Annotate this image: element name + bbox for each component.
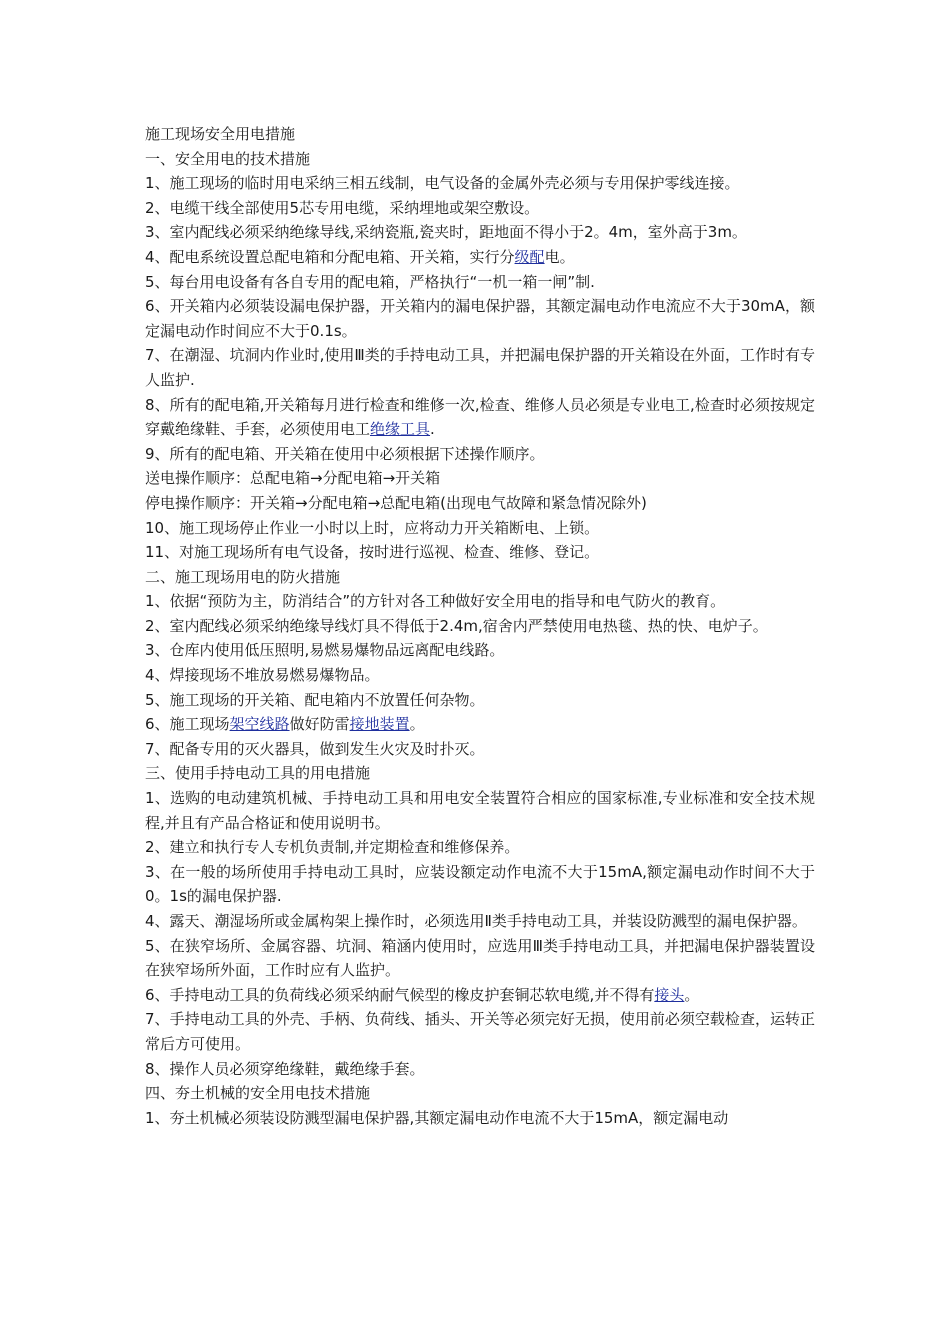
paragraph-text: 6、施工现场 — [145, 715, 230, 734]
inline-link[interactable]: 级配 — [514, 247, 545, 266]
inline-link[interactable]: 架空线路 — [229, 715, 290, 734]
paragraph — [145, 171, 815, 196]
paragraph — [145, 393, 815, 442]
paragraph — [145, 491, 815, 516]
paragraph-text: 1、选购的电动建筑机械、手持电动工具和用电安全装置符合相应的国家标准,专业标准和安全技术规程,并且有产品合格证和使用说明书。 — [145, 789, 815, 832]
paragraph-text: 3、仓库内使用低压照明,易燃易爆物品远离配电线路。 — [145, 641, 505, 660]
paragraph-text: 3、在一般的场所使用手持电动工具时，应装设额定动作电流不大于15mA,额定漏电动作时间不大于0。1s的漏电保护器. — [145, 862, 815, 906]
paragraph — [145, 835, 815, 860]
paragraph-text: 2、电缆干线全部使用5芯专用电缆，采纳埋地或架空敷设。 — [145, 198, 540, 217]
paragraph-text: 。 — [409, 715, 425, 734]
paragraph-text: 四、夯土机械的安全用电技术措施 — [145, 1084, 371, 1103]
paragraph-text: 9、所有的配电箱、开关箱在使用中必须根据下述操作顺序。 — [145, 444, 545, 463]
paragraph — [145, 1057, 815, 1082]
paragraph-text: 6、开关箱内必须装设漏电保护器，开关箱内的漏电保护器，其额定漏电动作电流应不大于30mA，额定漏电动作时间应不大于0.1s。 — [145, 297, 815, 340]
paragraph-text: 7、配备专用的灭火器具，做到发生火灾及时扑灭。 — [145, 739, 485, 758]
paragraph-text: 5、施工现场的开关箱、配电箱内不放置任何杂物。 — [145, 690, 485, 709]
paragraph-text: 8、操作人员必须穿绝缘鞋，戴绝缘手套。 — [145, 1059, 425, 1078]
paragraph — [145, 245, 815, 270]
paragraph-text: 1、依据“预防为主，防消结合”的方针对各工种做好安全用电的指导和电气防火的教育。 — [145, 592, 726, 611]
paragraph — [145, 934, 815, 983]
paragraph — [145, 614, 815, 639]
paragraph-text: 停电操作顺序：开关箱→分配电箱→总配电箱(出现电气故障和紧急情况除外) — [145, 493, 647, 512]
inline-link[interactable]: 接地装置 — [349, 715, 410, 734]
paragraph-text: 电。 — [544, 247, 575, 266]
paragraph — [145, 270, 815, 295]
paragraph — [145, 712, 815, 737]
paragraph — [145, 663, 815, 688]
paragraph — [145, 466, 815, 491]
paragraph-text: 二、施工现场用电的防火措施 — [145, 567, 341, 586]
paragraph — [145, 909, 815, 934]
paragraph-text: 2、室内配线必须采纳绝缘导线灯具不得低于2.4m,宿舍内严禁使用电热毯、热的快、电炉子。 — [145, 616, 768, 635]
paragraph-text: 5、在狭窄场所、金属容器、坑洞、箱涵内使用时，应选用Ⅲ类手持电动工具，并把漏电保护器装置设在狭窄场所外面，工作时应有人监护。 — [145, 936, 815, 980]
paragraph-text: 1、施工现场的临时用电采纳三相五线制，电气设备的金属外壳必须与专用保护零线连接。 — [145, 174, 740, 193]
paragraph-text: 1、夯土机械必须装设防溅型漏电保护器,其额定漏电动作电流不大于15mA，额定漏电动 — [145, 1108, 729, 1127]
paragraph — [145, 220, 815, 245]
paragraph — [145, 688, 815, 713]
paragraph — [145, 1007, 815, 1056]
paragraph-text: 4、配电系统设置总配电箱和分配电箱、开关箱，实行分 — [145, 247, 515, 266]
paragraph-text: 7、手持电动工具的外壳、手柄、负荷线、插头、开关等必须完好无损，使用前必须空载检查，运转正常后方可使用。 — [145, 1010, 815, 1053]
paragraph — [145, 442, 815, 467]
paragraph — [145, 343, 815, 392]
document-body — [145, 147, 815, 1131]
paragraph-text: 6、手持电动工具的负荷线必须采纳耐气候型的橡皮护套铜芯软电缆,并不得有 — [145, 985, 655, 1004]
document-page — [145, 122, 815, 1130]
paragraph-text: 2、建立和执行专人专机负责制,并定期检查和维修保养。 — [145, 838, 520, 857]
paragraph-text: 5、每台用电设备有各自专用的配电箱，严格执行“一机一箱一闸”制. — [145, 272, 595, 291]
inline-link[interactable]: 绝缘工具 — [370, 420, 431, 439]
document-title: 施工现场安全用电措施 — [145, 125, 296, 143]
paragraph — [145, 196, 815, 221]
paragraph — [145, 540, 815, 565]
paragraph — [145, 294, 815, 343]
paragraph — [145, 1106, 815, 1131]
paragraph — [145, 786, 815, 835]
paragraph-text: 一、安全用电的技术措施 — [145, 149, 311, 168]
paragraph-text: 11、对施工现场所有电气设备，按时进行巡视、检查、维修、登记。 — [145, 543, 600, 562]
paragraph — [145, 983, 815, 1008]
paragraph-text: 4、露天、潮湿场所或金属构架上操作时，必须选用Ⅱ类手持电动工具，并装设防溅型的漏电保护器。 — [145, 912, 807, 930]
paragraph — [145, 860, 815, 909]
paragraph — [145, 1081, 815, 1106]
paragraph — [145, 589, 815, 614]
paragraph-text: 8、所有的配电箱,开关箱每月进行检查和维修一次,检查、维修人员必须是专业电工,检查时必须按规定穿戴绝缘鞋、手套，必须使用电工 — [145, 395, 815, 439]
paragraph — [145, 565, 815, 590]
paragraph — [145, 147, 815, 172]
paragraph — [145, 638, 815, 663]
paragraph-text: 3、室内配线必须采纳绝缘导线,采纳瓷瓶,瓷夹时，距地面不得小于2。4m，室外高于3m。 — [145, 223, 747, 242]
paragraph-text: 4、焊接现场不堆放易燃易爆物品。 — [145, 666, 380, 685]
paragraph-text: 7、在潮湿、坑洞内作业时,使用Ⅲ类的手持电动工具，并把漏电保护器的开关箱设在外面，工作时有专人监护. — [145, 346, 815, 389]
paragraph — [145, 516, 815, 541]
paragraph — [145, 737, 815, 762]
paragraph-text: 做好防雷 — [289, 715, 350, 734]
paragraph-text: 。 — [684, 985, 700, 1004]
paragraph-text: 三、使用手持电动工具的用电措施 — [145, 764, 371, 783]
paragraph-text: 送电操作顺序：总配电箱→分配电箱→开关箱 — [145, 469, 441, 488]
paragraph-text: . — [430, 420, 435, 439]
paragraph-text: 10、施工现场停止作业一小时以上时，应将动力开关箱断电、上锁。 — [145, 518, 600, 537]
inline-link[interactable]: 接头 — [654, 985, 685, 1004]
paragraph — [145, 761, 815, 786]
